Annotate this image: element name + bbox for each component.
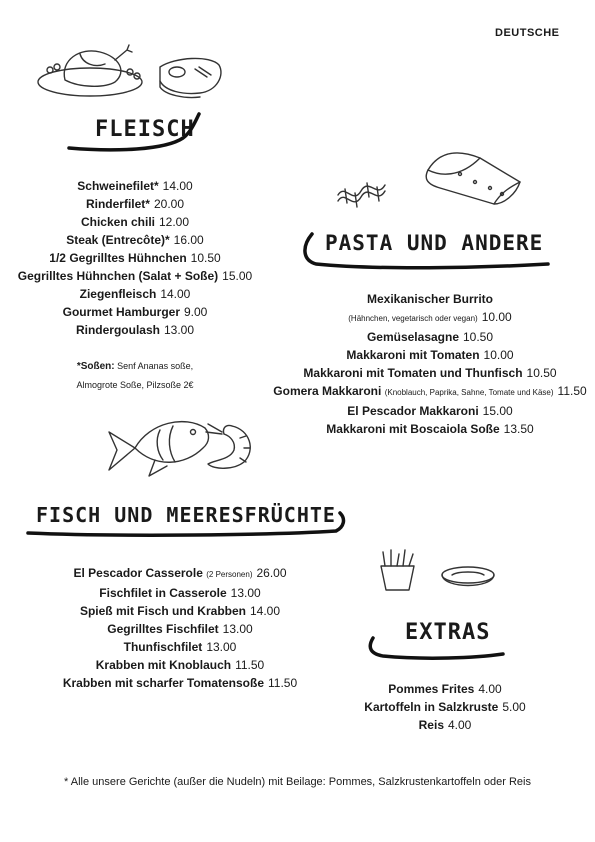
menu-item: El Pescador Makkaroni 15.00: [347, 404, 513, 418]
section-title-extras: EXTRAS: [405, 620, 491, 645]
menu-item: 1/2 Gegrilltes Hühnchen 10.50: [49, 251, 221, 265]
menu-item: Rinderfilet* 20.00: [85, 197, 185, 211]
steak-icon: [155, 55, 225, 100]
language-label: DEUTSCHE: [495, 27, 560, 39]
menu-item: Makkaroni mit Tomaten 10.00: [346, 348, 514, 362]
section-title-fleisch: FLEISCH: [95, 117, 195, 142]
menu-item: Ziegenfleisch 14.00: [79, 287, 191, 301]
roast-chicken-icon: [35, 42, 155, 102]
burrito-icon: [420, 148, 525, 213]
menu-item: Makkaroni mit Boscaiola Soße 13.50: [326, 422, 534, 436]
menu-item: Mexikanischer Burrito: [366, 292, 494, 306]
menu-list-fleisch: [10, 177, 260, 339]
heading-swash: [24, 505, 354, 545]
menu-item: Gemüselasagne 10.50: [366, 330, 494, 344]
menu-item: Thunfischfilet 13.00: [123, 640, 237, 654]
section-title-fisch: FISCH UND MEERESFRÜCHTE: [36, 503, 336, 527]
menu-item: Steak (Entrecôte)* 16.00: [66, 233, 204, 247]
shrimp-icon: [200, 420, 260, 475]
section-title-pasta: PASTA UND ANDERE: [325, 231, 544, 255]
footer-note: * Alle unsere Gerichte (außer die Nudeln) mit Beilage: Pommes, Salzkrustenkartoffeln oder Reis: [64, 776, 531, 788]
sauce-note: *Soßen: Senf Ananas soße, Almogrote Soße, Pilzsoße 2€: [76, 361, 194, 390]
menu-item-detail: (Hähnchen, vegetarisch oder vegan) 10.00: [348, 310, 512, 324]
menu-item: Gourmet Hamburger 9.00: [62, 305, 208, 319]
menu-item: El Pescador Casserole (2 Personen) 26.00: [73, 566, 287, 580]
menu-item: Rindergoulash 13.00: [75, 323, 195, 337]
menu-item: Schweinefilet* 14.00: [77, 179, 193, 193]
menu-item: Makkaroni mit Tomaten und Thunfisch 10.50: [303, 366, 557, 380]
heading-swash: [65, 112, 205, 157]
menu-list-pasta: [270, 290, 590, 438]
menu-list-fisch: [40, 564, 320, 692]
menu-item: Chicken chili 12.00: [80, 215, 190, 229]
fish-icon: [105, 410, 215, 485]
menu-item: Pommes Frites 4.00: [388, 682, 502, 696]
heading-swash: [365, 620, 510, 665]
menu-item: Krabben mit scharfer Tomatensoße 11.50: [62, 676, 298, 690]
heading-swash: [298, 230, 558, 275]
menu-item: Gomera Makkaroni (Knoblauch, Paprika, Sahne, Tomate und Käse) 11.50: [273, 384, 587, 398]
menu-item: Reis 4.00: [418, 718, 472, 732]
french-fries-icon: [375, 548, 420, 593]
menu-item: Krabben mit Knoblauch 11.50: [95, 658, 265, 672]
menu-item: Spieß mit Fisch und Krabben 14.00: [79, 604, 281, 618]
soup-bowl-icon: [438, 563, 498, 595]
menu-item: Gegrilltes Hühnchen (Salat + Soße) 15.00: [17, 269, 253, 283]
menu-item: Kartoffeln in Salzkruste 5.00: [364, 700, 526, 714]
menu-list-extras: [340, 680, 550, 734]
menu-item: Fischfilet in Casserole 13.00: [99, 586, 261, 600]
pasta-fusilli-icon: [333, 165, 393, 210]
menu-item: Gegrilltes Fischfilet 13.00: [107, 622, 253, 636]
